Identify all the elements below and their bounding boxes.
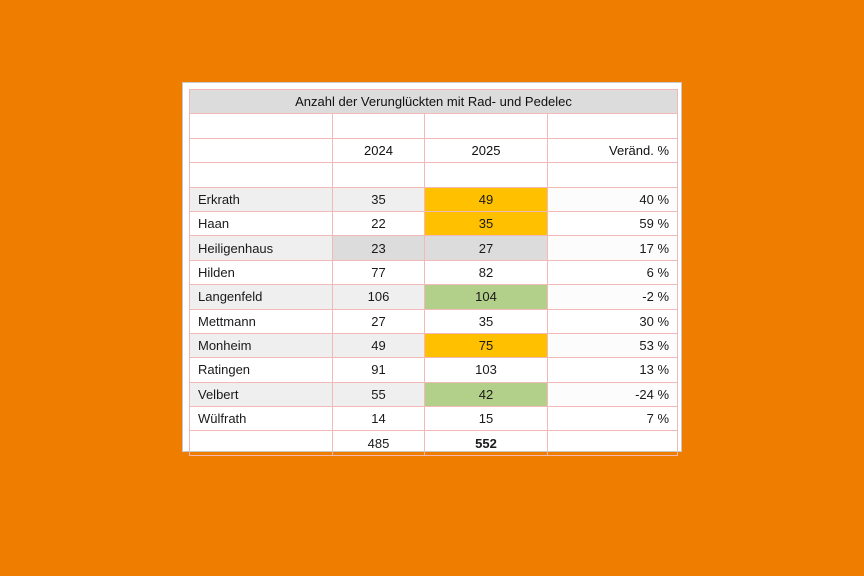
row-value-2025: 49 <box>425 187 548 211</box>
spacer-cell <box>190 163 333 187</box>
spacer-cell <box>190 114 333 138</box>
table-row <box>190 285 678 309</box>
row-municipality: Hilden <box>190 260 333 284</box>
table-row <box>190 187 678 211</box>
table-row <box>190 309 678 333</box>
row-change-percent: -2 % <box>548 285 678 309</box>
row-value-2025: 75 <box>425 333 548 357</box>
total-change-percent <box>548 431 678 455</box>
spacer-cell <box>333 114 425 138</box>
row-value-2025: 82 <box>425 260 548 284</box>
row-municipality: Wülfrath <box>190 407 333 431</box>
row-value-2024: 106 <box>333 285 425 309</box>
table-row <box>190 236 678 260</box>
table-header-row <box>190 138 678 162</box>
table-row <box>190 260 678 284</box>
row-municipality: Velbert <box>190 382 333 406</box>
header-name <box>190 138 333 162</box>
row-value-2024: 22 <box>333 211 425 235</box>
statistics-table-card <box>182 82 682 452</box>
table-row <box>190 358 678 382</box>
table-title: Anzahl der Verunglückten mit Rad- und Pedelec <box>190 90 678 114</box>
spacer-cell <box>425 163 548 187</box>
table-total-row <box>190 431 678 455</box>
spacer-cell <box>425 114 548 138</box>
total-label <box>190 431 333 455</box>
spacer-row <box>190 114 678 138</box>
row-value-2024: 77 <box>333 260 425 284</box>
row-change-percent: 7 % <box>548 407 678 431</box>
row-value-2025: 15 <box>425 407 548 431</box>
row-value-2025: 103 <box>425 358 548 382</box>
row-change-percent: -24 % <box>548 382 678 406</box>
row-municipality: Heiligenhaus <box>190 236 333 260</box>
statistics-table <box>189 89 678 456</box>
row-value-2025: 104 <box>425 285 548 309</box>
row-municipality: Haan <box>190 211 333 235</box>
row-value-2024: 55 <box>333 382 425 406</box>
row-value-2024: 35 <box>333 187 425 211</box>
row-value-2024: 49 <box>333 333 425 357</box>
row-value-2025: 27 <box>425 236 548 260</box>
row-municipality: Erkrath <box>190 187 333 211</box>
table-row <box>190 382 678 406</box>
row-value-2025: 42 <box>425 382 548 406</box>
table-row <box>190 333 678 357</box>
spacer-row <box>190 163 678 187</box>
row-value-2024: 27 <box>333 309 425 333</box>
row-value-2024: 23 <box>333 236 425 260</box>
spacer-cell <box>333 163 425 187</box>
row-change-percent: 17 % <box>548 236 678 260</box>
table-row <box>190 407 678 431</box>
row-municipality: Mettmann <box>190 309 333 333</box>
row-value-2025: 35 <box>425 309 548 333</box>
header-change: Veränd. % <box>548 138 678 162</box>
spacer-cell <box>548 114 678 138</box>
row-value-2025: 35 <box>425 211 548 235</box>
row-value-2024: 91 <box>333 358 425 382</box>
spacer-cell <box>548 163 678 187</box>
header-year-2025: 2025 <box>425 138 548 162</box>
row-change-percent: 53 % <box>548 333 678 357</box>
row-change-percent: 13 % <box>548 358 678 382</box>
total-value-2024: 485 <box>333 431 425 455</box>
header-year-2024: 2024 <box>333 138 425 162</box>
row-change-percent: 59 % <box>548 211 678 235</box>
row-municipality: Langenfeld <box>190 285 333 309</box>
row-value-2024: 14 <box>333 407 425 431</box>
row-municipality: Ratingen <box>190 358 333 382</box>
row-change-percent: 30 % <box>548 309 678 333</box>
row-municipality: Monheim <box>190 333 333 357</box>
table-row <box>190 211 678 235</box>
table-title-row <box>190 90 678 114</box>
total-value-2025: 552 <box>425 431 548 455</box>
row-change-percent: 6 % <box>548 260 678 284</box>
row-change-percent: 40 % <box>548 187 678 211</box>
